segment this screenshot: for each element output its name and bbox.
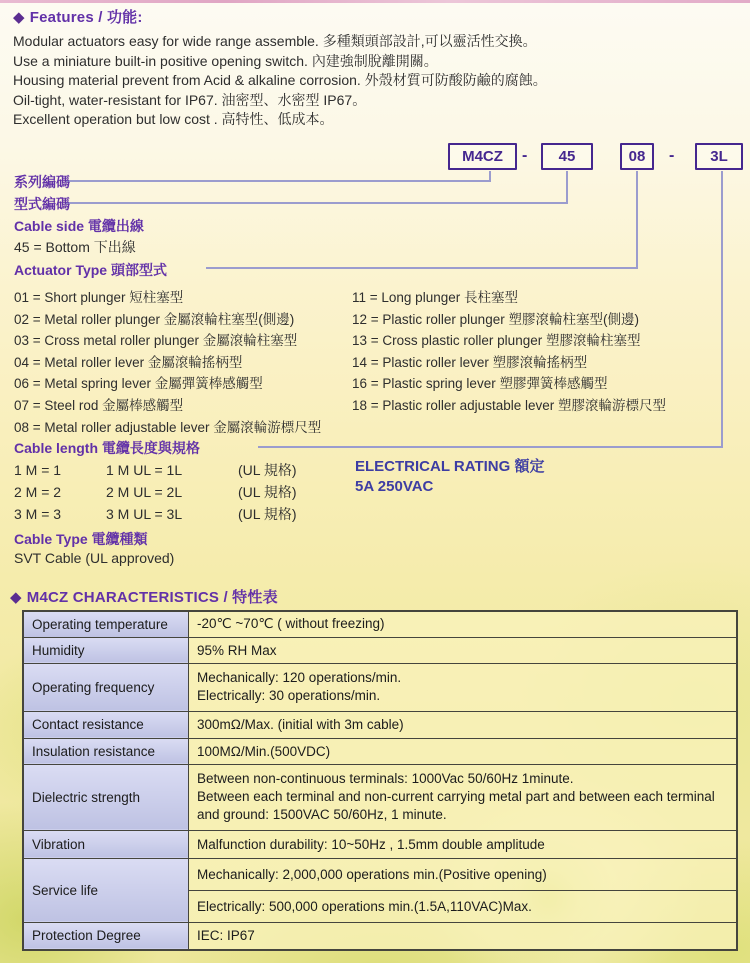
model-dash-1: - (522, 147, 528, 164)
connector-series-h (66, 180, 491, 182)
actuator-type-list-right (352, 287, 716, 417)
actuator-item: 16 = Plastic spring lever 塑膠彈簧棒感觸型 (352, 376, 608, 392)
actuator-item: 01 = Short plunger 短柱塞型 (14, 290, 184, 305)
cable-length-code: 3 M = 3 (14, 506, 62, 522)
connector-actuator-h (206, 267, 638, 269)
cable-length-heading: Cable length 電纜長度與規格 (14, 440, 200, 456)
features-heading-text: Features / 功能: (29, 9, 143, 26)
spec-value-protection-degree: IEC: IP67 (189, 922, 738, 950)
spec-value-dielectric-strength (189, 764, 738, 830)
actuator-type-heading: Actuator Type 頭部型式 (14, 262, 167, 278)
spec-label-insulation-resistance: Insulation resistance (23, 738, 189, 764)
feature-line: Modular actuators easy for wide range assemble. 多種類頭部設計,可以靈活性交換。 (13, 33, 537, 49)
spec-value-line: Electrically: 30 operations/min. (197, 688, 381, 703)
connector-length-h (258, 446, 723, 448)
spec-label-operating-frequency: Operating frequency (23, 663, 189, 711)
features-heading (13, 6, 547, 27)
spec-label-humidity: Humidity (23, 637, 189, 663)
cable-length-ul-code: 3 M UL = 3L (106, 506, 183, 522)
feature-line: Housing material prevent from Acid & alkaline corrosion. 外殼材質可防酸防鹼的腐蝕。 (13, 72, 547, 88)
feature-line: Oil-tight, water-resistant for IP67. 油密型、水密型 IP67。 (13, 91, 367, 108)
series-code-label: 系列編碼 (14, 174, 70, 190)
spec-value-insulation-resistance: 100MΩ/Min.(500VDC) (189, 738, 738, 764)
actuator-item: 14 = Plastic roller lever 塑膠滾輪搖柄型 (352, 354, 588, 370)
feature-line: Excellent operation but low cost . 高特性、低成本。 (13, 111, 334, 127)
spec-value-service-life-mechanical: Mechanically: 2,000,000 operations min.(Positive opening) (189, 858, 738, 890)
cable-length-spec: (UL 規格) (238, 506, 297, 522)
characteristics-heading (10, 586, 278, 607)
actuator-item: 13 = Cross plastic roller plunger 塑膠滾輪柱塞型 (352, 333, 641, 349)
feature-line: Use a miniature built-in positive opening switch. 內建強制脫離開關。 (13, 52, 438, 69)
cable-side-heading: Cable side 電纜出線 (14, 218, 144, 234)
spec-value-line: Between each terminal and non-current carrying metal part and between each terminal and ground: 1500VAC 50/60Hz, 1 minute. (197, 789, 715, 822)
actuator-item: 02 = Metal roller plunger 金屬滾輪柱塞型(側邊) (14, 311, 295, 327)
model-series-box: M4CZ (448, 143, 517, 170)
actuator-item: 06 = Metal spring lever 金屬彈簧棒感觸型 (14, 376, 263, 392)
model-dash-2: - (669, 147, 675, 164)
spec-label-operating-temperature: Operating temperature (23, 611, 189, 637)
cable-length-spec: (UL 規格) (238, 462, 297, 478)
characteristics-table (22, 610, 738, 951)
spec-label-dielectric-strength: Dielectric strength (23, 764, 189, 830)
spec-value-contact-resistance: 300mΩ/Max. (initial with 3m cable) (189, 711, 738, 738)
connector-type-h (66, 202, 568, 204)
spec-label-contact-resistance: Contact resistance (23, 711, 189, 738)
actuator-item: 08 = Metal roller adjustable lever 金屬滾輪游標尺型 (14, 419, 322, 435)
spec-label-service-life: Service life (23, 858, 189, 922)
model-cable-side-box: 45 (541, 143, 593, 170)
cable-type-heading: Cable Type 電纜種類 (14, 531, 148, 547)
actuator-item: 18 = Plastic roller adjustable lever 塑膠滾輪游標尺型 (352, 397, 666, 413)
spec-value-service-life-electrical: Electrically: 500,000 operations min.(1.5A,110VAC)Max. (189, 890, 738, 922)
connector-type-v (566, 171, 568, 203)
actuator-item: 03 = Cross metal roller plunger 金屬滾輪柱塞型 (14, 333, 298, 349)
spec-value-humidity: 95% RH Max (189, 637, 738, 663)
cable-length-ul-code: 1 M UL = 1L (106, 462, 183, 478)
diamond-icon: ◆ (13, 9, 25, 26)
cable-type-value: SVT Cable (UL approved) (14, 550, 175, 566)
spec-value-line: Mechanically: 120 operations/min. (197, 670, 402, 685)
cable-length-ul-code: 2 M UL = 2L (106, 484, 183, 500)
cable-length-spec: (UL 規格) (238, 484, 297, 500)
spec-value-operating-frequency (189, 663, 738, 711)
spec-value-line: Between non-continuous terminals: 1000Vac 50/60Hz 1minute. (197, 771, 574, 786)
cable-side-value: 45 = Bottom 下出線 (14, 239, 136, 255)
spec-value-vibration: Malfunction durability: 10~50Hz , 1.5mm double amplitude (189, 830, 738, 858)
model-actuator-box: 08 (620, 143, 654, 170)
connector-length-v (721, 171, 723, 448)
model-cable-length-box: 3L (695, 143, 743, 170)
cable-length-row (14, 460, 297, 480)
actuator-item: 04 = Metal roller lever 金屬滾輪搖柄型 (14, 354, 243, 370)
cable-length-row (14, 482, 297, 502)
cable-length-row (14, 504, 297, 524)
characteristics-heading-text: M4CZ CHARACTERISTICS / 特性表 (26, 589, 278, 606)
electrical-rating-value: 5A 250VAC (355, 478, 434, 495)
spec-label-protection-degree: Protection Degree (23, 922, 189, 950)
page-top-divider (0, 0, 750, 3)
diamond-icon: ◆ (10, 589, 22, 606)
actuator-item: 12 = Plastic roller plunger 塑膠滾輪柱塞型(側邊) (352, 311, 639, 327)
actuator-item: 11 = Long plunger 長柱塞型 (352, 290, 518, 305)
spec-value-operating-temperature: -20℃ ~70℃ ( without freezing) (189, 611, 738, 637)
cable-length-code: 1 M = 1 (14, 462, 62, 478)
type-code-label: 型式編碼 (14, 196, 70, 212)
electrical-rating-heading: ELECTRICAL RATING 額定 (355, 458, 545, 475)
cable-length-code: 2 M = 2 (14, 484, 62, 500)
spec-label-vibration: Vibration (23, 830, 189, 858)
features-section (13, 6, 547, 130)
connector-actuator-v (636, 171, 638, 269)
actuator-item: 07 = Steel rod 金屬棒感觸型 (14, 397, 184, 413)
actuator-type-list-left (14, 287, 349, 438)
